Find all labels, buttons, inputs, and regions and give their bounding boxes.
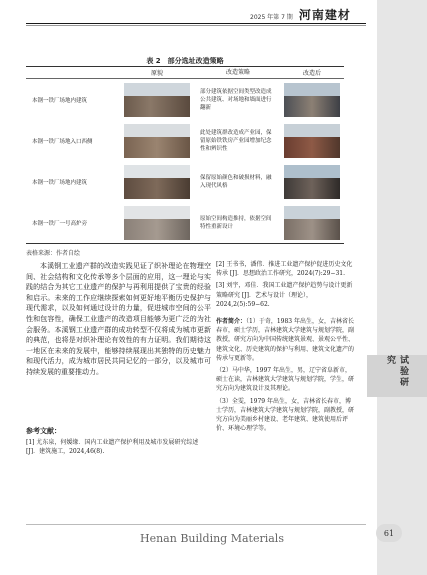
table-row bbox=[26, 161, 344, 202]
after-photo bbox=[284, 83, 340, 117]
row-strategy: 原始空间构造推持，依据空间特性重新设计 bbox=[200, 215, 272, 230]
after-photo bbox=[284, 165, 340, 199]
row-strategy: 此处建筑群改造成产业园，保留原始铁铁房产业园增加纪念性和辨识性 bbox=[200, 129, 272, 152]
footer-rule bbox=[26, 524, 366, 525]
row-location: 本钢一铁厂场地入口西侧 bbox=[32, 138, 93, 145]
row-location: 本钢一铁厂一号高炉旁 bbox=[32, 220, 88, 227]
references-title: 参考文献： bbox=[26, 427, 61, 435]
table-row bbox=[26, 120, 344, 161]
strategy-table bbox=[26, 66, 344, 244]
original-photo bbox=[124, 165, 190, 199]
table-caption: 表 2 部分选址改造策略 bbox=[146, 57, 224, 65]
table-header bbox=[26, 67, 344, 79]
right-column bbox=[216, 260, 356, 436]
author-intro-head: 作者简介： bbox=[216, 318, 247, 326]
author-item: （1）于奇，1983 年出生，女，吉林省长春市，硕士学历，吉林建筑大学建筑与规划学院，副教授，研究方向为中国传统建筑景观、景观公平性、建筑文化、历史建筑的保护与利用、建筑文化遗产的传承与更新等。 bbox=[216, 318, 355, 362]
section-sidebar bbox=[377, 0, 427, 575]
row-location: 本钢一铁厂场地内建筑 bbox=[32, 97, 88, 104]
header-rule-thin bbox=[26, 25, 366, 26]
reference-item: [3] 刘宇，邓佳．我国工业遗产保护趋势与设计更新策略研究 [J]．艺术与设计（理论），2024,2(5):59−62. bbox=[216, 282, 353, 308]
original-photo bbox=[124, 83, 190, 117]
page-number: 61 bbox=[376, 524, 402, 542]
footer-journal-name: Henan Building Materials bbox=[140, 532, 284, 545]
after-photo bbox=[284, 124, 340, 158]
reference-item: [2] 王书书，潘伟．推进工业遗产保护促进历史文化传承 [J]．思想政治工作研究，2024(7):29−31. bbox=[216, 261, 353, 278]
author-item: （3）全雯，1979 年出生，女，吉林省长春市，博士学历，吉林建筑大学建筑与规划学院，副教授，研究方向为美丽乡村建设、老年建筑、建筑使用后评价、环境心理学等。 bbox=[216, 397, 355, 433]
section-label: 试验研究 bbox=[385, 355, 408, 388]
issue-number: 2025 年第 7 期 bbox=[250, 14, 293, 21]
column-header-original: 原貌 bbox=[150, 70, 163, 77]
body-paragraph: 本溪钢工业遗产群的改造实践见证了织补理论在物理空间、社会结构和文化传承等多个层面的应用，这一理论与实践的结合为其它工业遗产的保护与再利用提供了宝贵的经验和启示。未来的工作应继续探索如何更好地平衡历史保护与现代需求，以及如何通过设计的力量，促进城市空间的公平性和包容性，确保工业遗产的改造项目能够为更广泛的为社会服务。本溪钢工业遗产群的成功转型不仅将成为城市更新的典范，也将是对织补理论有效性的有力证明。我们期待这一地区在未来的发展中，能够持续展现出其独特的历史魅力和现代活力，成为城市居民共同记忆的一部分，以及城市可持续发展的重要推动力。 bbox=[26, 262, 211, 376]
author-item: （2）马中华，1997 年出生，男，辽宁省阜新市，硕士在读，吉林建筑大学建筑与规划学院，学生，研究方向为建筑设计及其理论。 bbox=[216, 367, 355, 393]
row-location: 本钢一铁厂场地内建筑 bbox=[32, 179, 88, 186]
table-row bbox=[26, 202, 344, 243]
header-rule bbox=[26, 23, 366, 24]
column-header-after: 改造后 bbox=[302, 70, 321, 77]
original-photo bbox=[124, 124, 190, 158]
after-photo bbox=[284, 206, 340, 240]
table-source: 表格来源：作者自绘 bbox=[26, 250, 81, 257]
row-strategy: 部分建筑依据空间类型改造成公共建筑、对场地和墙面进行翻新 bbox=[200, 88, 272, 111]
column-header-strategy: 改造策略 bbox=[225, 68, 250, 76]
row-strategy: 保留原始颜色和破损材料，融入现代风格 bbox=[200, 174, 272, 189]
reference-item: [1] 尤东泉，何媛缘．国内工业遗产保护利用及城市发展研究综述 [J]．建筑施工，2024,46(8). bbox=[26, 439, 199, 455]
journal-title: 河南建材 bbox=[298, 8, 351, 22]
original-photo bbox=[124, 206, 190, 240]
section-tab bbox=[367, 355, 427, 397]
table-row bbox=[26, 79, 344, 120]
